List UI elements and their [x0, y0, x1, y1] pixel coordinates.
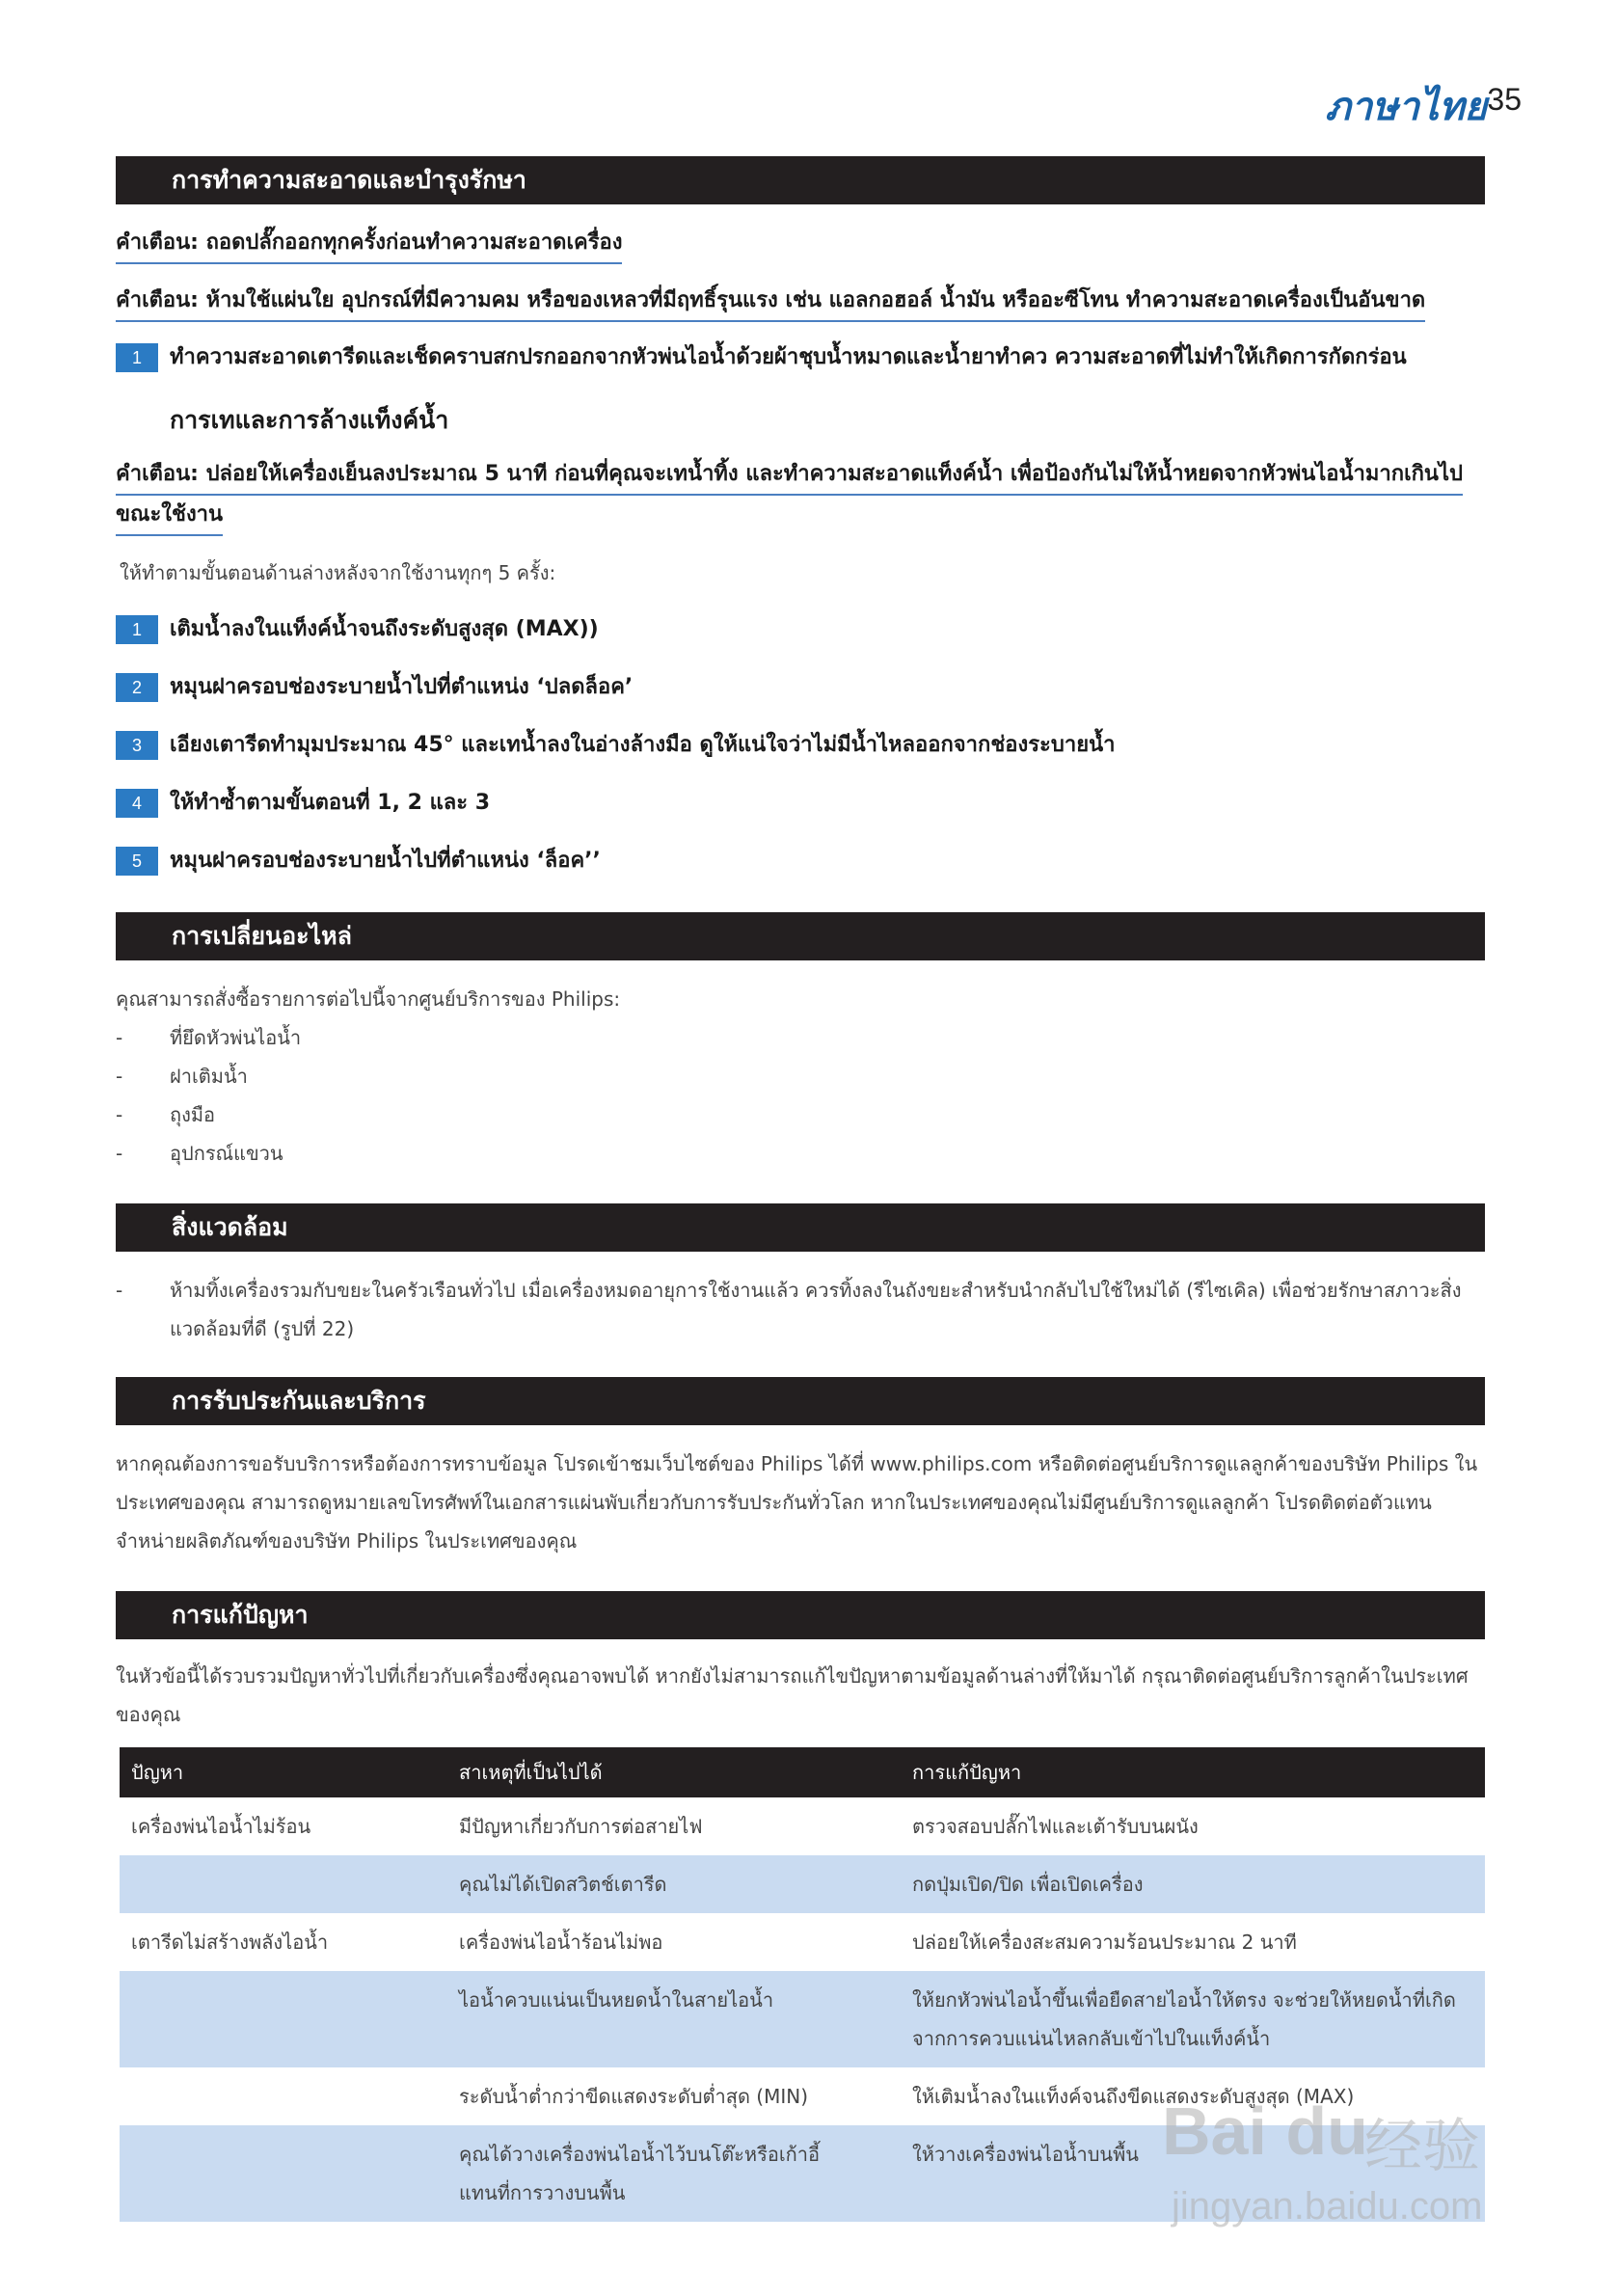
parts-item-text: อุปกรณ์แขวน — [170, 1142, 283, 1165]
cell-problem — [131, 1971, 449, 1981]
bullet-dash: - — [116, 1279, 123, 1302]
draining-step-3 — [116, 729, 1485, 764]
language-title: ภาษาไทย — [1325, 85, 1487, 129]
cell-cause — [459, 2125, 903, 2212]
draining-step-1 — [116, 613, 1485, 648]
page-number: 35 — [1487, 82, 1522, 117]
cell-cause-line1: คุณได้วางเครื่องพ่นไอน้ำไว้บนโต๊ะหรือเก้าอี้ — [459, 2143, 821, 2166]
step-text: หมุนฝาครอบช่องระบายน้ำไปที่ตำแหน่ง ‘ล็อค’’ — [170, 849, 601, 873]
watermark-cn-text: 经验 — [1364, 2113, 1480, 2180]
bullet-dash: - — [116, 1142, 123, 1165]
cell-solution-line2: จากการควบแน่นไหลกลับเข้าไปในแท็งค์น้ำ — [912, 2027, 1271, 2050]
draining-step-4 — [116, 787, 1485, 822]
cell-solution — [912, 1971, 1481, 2058]
draining-step-2 — [116, 671, 1485, 706]
step-number: 3 — [116, 731, 158, 760]
section-header-troubleshooting: การแก้ปัญหา — [116, 1591, 1485, 1639]
header-solution: การแก้ปัญหา — [912, 1761, 1022, 1784]
cell-cause: ระดับน้ำต่ำกว่าขีดแสดงระดับต่ำสุด (MIN) — [459, 2085, 809, 2108]
section-header-environment: สิ่งแวดล้อม — [116, 1203, 1485, 1252]
troubleshooting-intro-line1: ในหัวข้อนี้ได้รวบรวมปัญหาทั่วไปที่เกี่ยวกับเครื่องซึ่งคุณอาจพบได้ หากยังไม่สามารถแก้ไขปัญหาตามข้อมูลด้านล่างที่ให้มาได้ กรุณาติดต่อศูนย์บริการลูกค้าในประเทศ — [116, 1664, 1469, 1688]
cell-solution: ให้เติมน้ำลงในแท็งค์จนถึงขีดแสดงระดับสูงสุด (MAX) — [912, 2085, 1355, 2108]
cell-problem: เครื่องพ่นไอน้ำไม่ร้อน — [131, 1815, 311, 1838]
header-problem: ปัญหา — [131, 1761, 184, 1784]
cell-solution: กดปุ่มเปิด/ปิด เพื่อเปิดเครื่อง — [912, 1873, 1144, 1896]
baidu-watermark — [1152, 2093, 1538, 2247]
parts-item-text: ฝาเติมน้ำ — [170, 1065, 248, 1088]
cell-cause: ไอน้ำควบแน่นเป็นหยดน้ำในสายไอน้ำ — [459, 1988, 774, 2012]
draining-step-5 — [116, 845, 1485, 879]
cell-solution-line1: ให้ยกหัวพ่นไอน้ำขึ้นเพื่อยืดสายไอน้ำให้ตรง จะช่วยให้หยดน้ำที่เกิด — [912, 1988, 1456, 2012]
cell-problem: เตารีดไม่สร้างพลังไอน้ำ — [131, 1931, 329, 1954]
cell-solution: ตรวจสอบปลั๊กไฟและเต้ารับบนผนัง — [912, 1815, 1199, 1838]
warning-unplug: คำเตือน: ถอดปลั๊กออกทุกครั้งก่อนทำความสะอาดเครื่อง — [116, 224, 622, 264]
cell-cause: เครื่องพ่นไอน้ำร้อนไม่พอ — [459, 1931, 663, 1954]
table-row — [120, 1797, 1485, 1855]
step-number: 1 — [116, 615, 158, 644]
section-header-cleaning: การทำความสะอาดและบำรุงรักษา — [116, 156, 1485, 204]
table-row — [120, 1913, 1485, 1971]
bullet-dash: - — [116, 1026, 123, 1049]
cell-solution: ให้วางเครื่องพ่นไอน้ำบนพื้น — [912, 2143, 1139, 2166]
draining-intro: ให้ทำตามขั้นตอนด้านล่างหลังจากใช้งานทุกๆ 5 ครั้ง: — [120, 561, 556, 584]
step-number: 5 — [116, 847, 158, 876]
section-header-warranty: การรับประกันและบริการ — [116, 1377, 1485, 1425]
subheading-draining: การเทและการล้างแท็งค์น้ำ — [170, 406, 449, 434]
step-text: ทำความสะอาดเตารีดและเช็ดคราบสกปรกออกจากหัวพ่นไอน้ำด้วยผ้าชุบน้ำหมาดและน้ำยาทำคว ความสะอาดที่ไม่ทำให้เกิดการกัดกร่อน — [170, 345, 1407, 369]
step-number: 1 — [116, 343, 158, 372]
environment-text-line1: ห้ามทิ้งเครื่องรวมกับขยะในครัวเรือนทั่วไป เมื่อเครื่องหมดอายุการใช้งานแล้ว ควรทิ้งลงในถังขยะสำหรับนำกลับไปใช้ใหม่ได้ (รีไซเคิล) เพื่อช่วยรักษาสภาวะสิ่ง — [170, 1279, 1462, 1302]
header-cause: สาเหตุที่เป็นไปได้ — [459, 1761, 603, 1784]
cell-solution: ปล่อยให้เครื่องสะสมความร้อนประมาณ 2 นาที — [912, 1931, 1297, 1954]
step-text: เติมน้ำลงในแท็งค์น้ำจนถึงระดับสูงสุด (MAX)) — [170, 617, 599, 641]
cell-cause: คุณไม่ได้เปิดสวิตช์เตารีด — [459, 1873, 667, 1896]
warranty-line3: จำหน่ายผลิตภัณฑ์ของบริษัท Philips ในประเทศของคุณ — [116, 1529, 578, 1553]
warranty-line1: หากคุณต้องการขอรับบริการหรือต้องการทราบข้อมูล โปรดเข้าชมเว็บไซต์ของ Philips ได้ที่ www.philips.com หรือติดต่อศูนย์บริการดูแลลูกค้าของบริษัท Philips ใน — [116, 1452, 1478, 1475]
warranty-line2: ประเทศของคุณ สามารถดูหมายเลขโทรศัพท์ในเอกสารแผ่นพับเกี่ยวกับการรับประกันทั่วโลก หากในประเทศของคุณไม่มีศูนย์บริการดูแลลูกค้า โปรดติดต่อตัวแทน — [116, 1491, 1432, 1514]
watermark-logo: Bai du — [1162, 2093, 1368, 2169]
troubleshooting-intro-line2: ของคุณ — [116, 1703, 181, 1726]
parts-item-text: ที่ยึดหัวพ่นไอน้ำ — [170, 1026, 302, 1049]
step-text: หมุนฝาครอบช่องระบายน้ำไปที่ตำแหน่ง ‘ปลดล็อค’ — [170, 675, 634, 699]
step-text: เอียงเตารีดทำมุมประมาณ 45° และเทน้ำลงในอ่างล้างมือ ดูให้แน่ใจว่าไม่มีน้ำไหลออกจากช่องระบายน้ำ — [170, 733, 1116, 757]
environment-text-line2: แวดล้อมที่ดี (รูปที่ 22) — [170, 1317, 355, 1340]
table-row — [120, 1971, 1485, 2067]
step-number: 4 — [116, 789, 158, 818]
step-number: 2 — [116, 673, 158, 702]
bullet-dash: - — [116, 1065, 123, 1088]
cell-cause: มีปัญหาเกี่ยวกับการต่อสายไฟ — [459, 1815, 703, 1838]
warning-cool-down-cont: ขณะใช้งาน — [116, 496, 223, 536]
cell-cause-line2: แทนที่การวางบนพื้น — [459, 2181, 626, 2204]
cleaning-step-1 — [116, 341, 1485, 376]
parts-intro: คุณสามารถสั่งซื้อรายการต่อไปนี้จากศูนย์บริการของ Philips: — [116, 987, 621, 1011]
watermark-url: jingyan.baidu.com — [1172, 2185, 1483, 2228]
section-header-parts: การเปลี่ยนอะไหล่ — [116, 912, 1485, 960]
cell-problem — [131, 1855, 449, 1865]
cell-problem — [131, 2125, 449, 2135]
table-header — [120, 1747, 1485, 1797]
warning-cool-down: คำเตือน: ปล่อยให้เครื่องเย็นลงประมาณ 5 นาที ก่อนที่คุณจะเทน้ำทิ้ง และทำความสะอาดแท็งค์น้ำ เพื่อป้องกันไม่ให้น้ำหยดจากหัวพ่นไอน้ำมากเกินไป — [116, 455, 1463, 496]
warning-no-abrasives: คำเตือน: ห้ามใช้แผ่นใย อุปกรณ์ที่มีความคม หรือของเหลวที่มีฤทธิ์รุนแรง เช่น แอลกอฮอล์ น้ำมัน หรืออะซีโทน ทำความสะอาดเครื่องเป็นอันขาด — [116, 282, 1425, 322]
step-text: ให้ทำซ้ำตามขั้นตอนที่ 1, 2 และ 3 — [170, 791, 491, 815]
parts-item-text: ถุงมือ — [170, 1103, 216, 1126]
bullet-dash: - — [116, 1103, 123, 1126]
cell-problem — [131, 2067, 449, 2077]
table-row — [120, 1855, 1485, 1913]
